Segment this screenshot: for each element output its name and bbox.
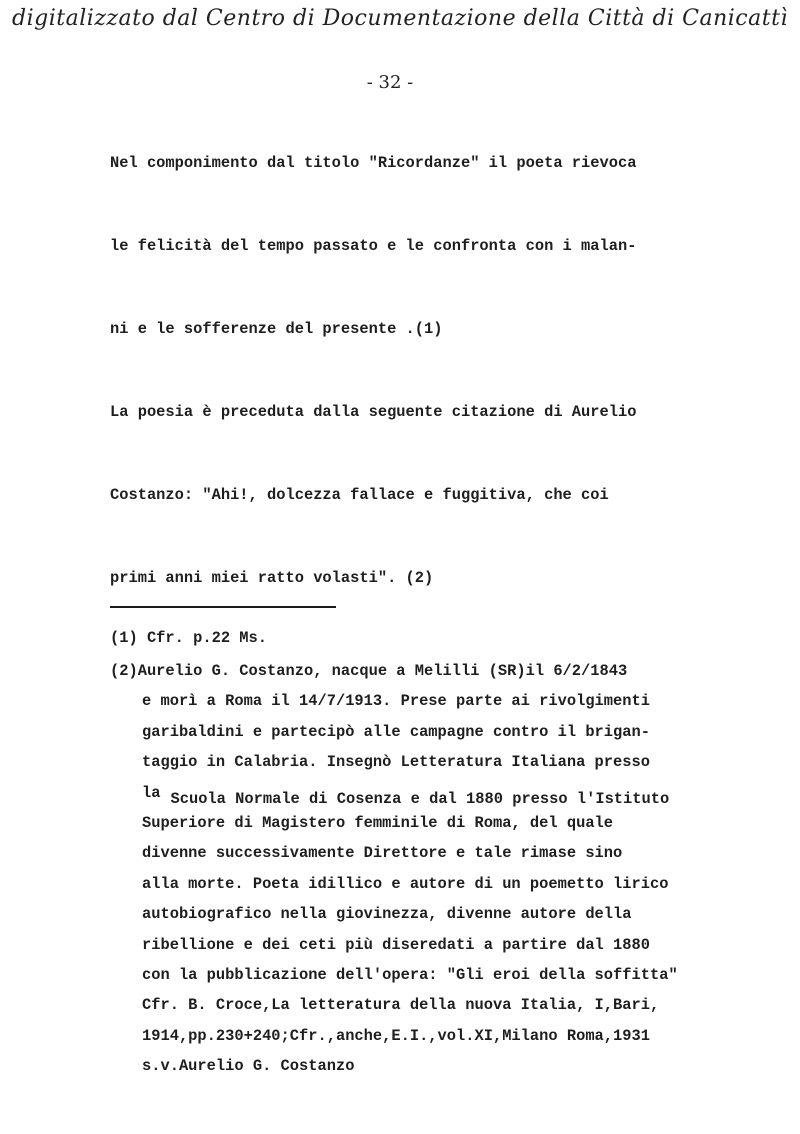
footnotes [110,620,750,1081]
text-line: primi anni miei ratto volasti". (2) [110,569,434,587]
footnote-2-line: autobiografico nella giovinezza, divenne autore della [142,905,632,924]
footnote-1: (1) Cfr. p.22 Ms. [110,629,268,647]
digitization-watermark: digitalizzato dal Centro di Documentazione della Città di Canicattì [12,6,788,31]
footnote-2-line: divenne successivamente Direttore e tale rimase sino [142,844,623,863]
footnote-2-line [110,778,750,808]
footnote-2-line: garibaldini e partecipò alle campagne contro il brigan- [142,722,650,741]
footnote-2-line: alla morte. Poeta idillico e autore di un poemetto lirico [142,874,669,893]
footnote-2-line: 1914,pp.230+240;Cfr.,anche,E.I.,vol.XI,Milano Roma,1931 [142,1026,650,1045]
footnote-2-line: s.v.Aurelio G. Costanzo [142,1057,355,1076]
text-line: Nel componimento dal titolo "Ricordanze" il poeta rievoca [110,154,637,172]
text-line: La poesia è preceduta dalla seguente citazione di Aurelio [110,403,637,421]
text-line: Costanzo: "Ahi!, dolcezza fallace e fuggitiva, che coi [110,486,609,504]
footnote-divider [110,606,336,608]
text-line: le felicità del tempo passato e le confronta con i malan- [110,237,637,255]
footnote-2-line: ribellione e dei ceti più diseredati a partire dal 1880 [142,935,650,954]
footnote-2-line: (2)Aurelio G. Costanzo, nacque a Melilli (SR)il 6/2/1843 [110,662,628,680]
footnote-2-line: taggio in Calabria. Insegnò Letteratura Italiana presso [142,753,650,772]
footnote-2-line: Cfr. B. Croce,La letteratura della nuova Italia, I,Bari, [142,996,660,1015]
footnote-2-line: con la pubblicazione dell'opera: "Gli eroi della soffitta" [142,965,678,984]
text-line: ni e le sofferenze del presente .(1) [110,320,443,338]
footnote-2-fragment: la [142,783,161,802]
footnote-2-fragment: Scuola Normale di Cosenza e dal 1880 presso l'Istituto [170,789,670,808]
page-number: - 32 - [366,72,414,93]
main-text [110,146,750,644]
footnote-2-line: e morì a Roma il 14/7/1913. Prese parte ai rivolgimenti [142,692,650,711]
footnote-2-line: Superiore di Magistero femminile di Roma, del quale [142,813,614,832]
